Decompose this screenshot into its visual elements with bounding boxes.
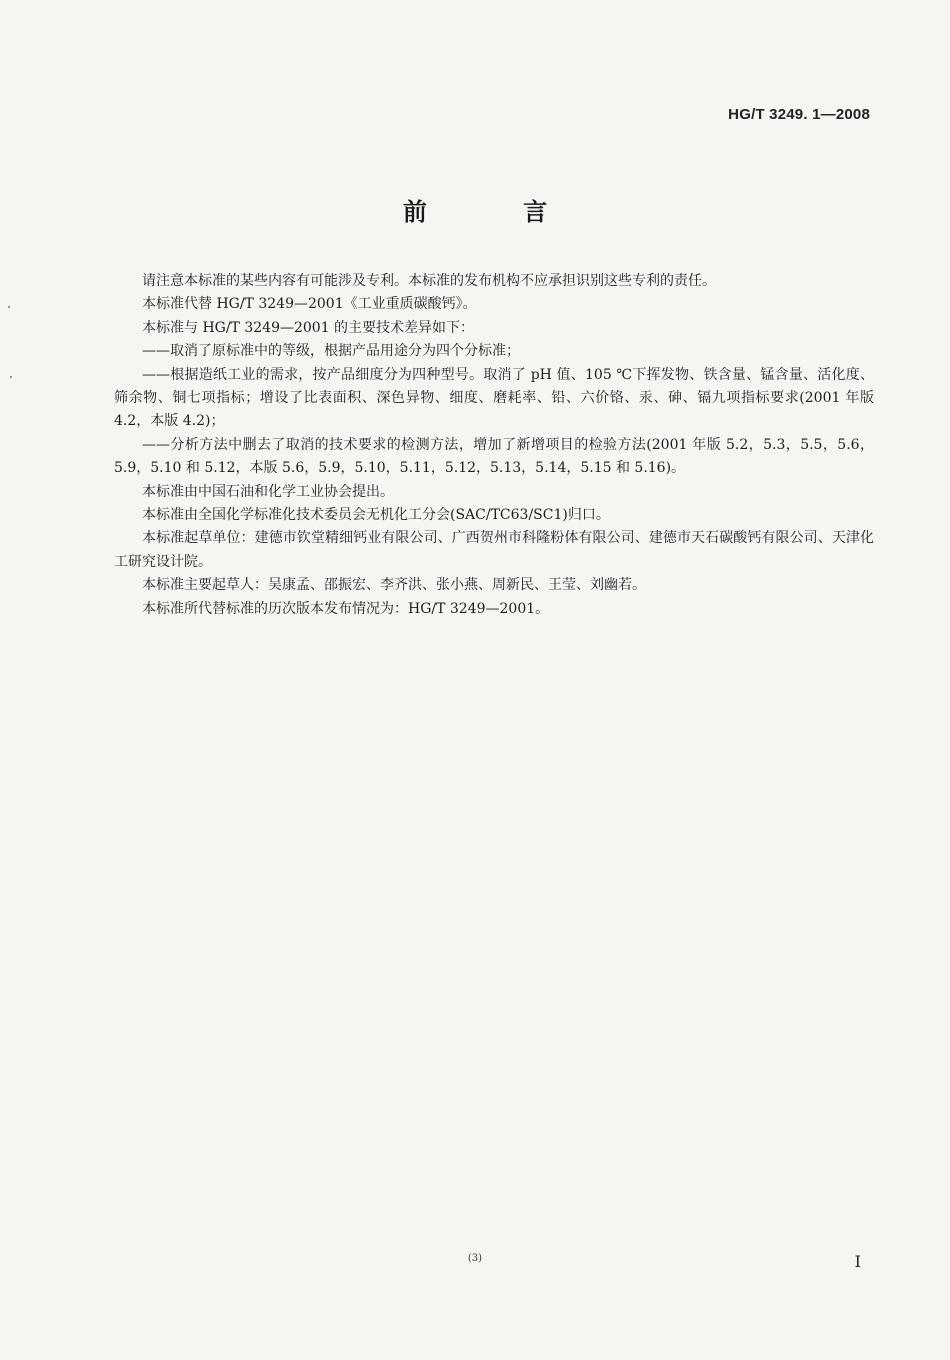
- page-title: 前 言: [402, 198, 592, 226]
- paragraph-replaces: 本标准代替 HG/T 3249—2001《工业重质碳酸钙》。: [142, 296, 477, 313]
- paragraph-history: 本标准所代替标准的历次版本发布情况为：HG/T 3249—2001。: [142, 600, 550, 617]
- paragraph-difference-methods: ——分析方法中删去了取消的技术要求的检测方法，增加了新增项目的检验方法(2001 年版 5.2，5.3，5.5，5.6，5.9，5.10 和 5.12，本版 5.6，5.9，5.10，5.11，5.12，5.13，5.14，5.15 和 5.16)。: [114, 436, 874, 477]
- foreword-body: [114, 270, 874, 621]
- paragraph-proposed-by: 本标准由中国石油和化学工业协会提出。: [142, 483, 394, 500]
- paragraph-patent-notice: 请注意本标准的某些内容有可能涉及专利。本标准的发布机构不应承担识别这些专利的责任。: [142, 273, 716, 289]
- page-number-arabic: (3): [467, 1253, 483, 1264]
- standard-code: HG/T 3249. 1—2008: [728, 106, 870, 123]
- paragraph-drafting-units: 本标准起草单位：建德市钦堂精细钙业有限公司、广西贺州市科隆粉体有限公司、建德市天石碳酸钙有限公司、天津化工研究设计院。: [114, 530, 874, 570]
- scan-speck: [8, 306, 10, 308]
- paragraph-difference-types: ——根据造纸工业的需求，按产品细度分为四种型号。取消了 pH 值、105 ℃下挥发物、铁含量、锰含量、活化度、筛余物、铜七项指标；增设了比表面积、深色异物、细度、磨耗率、铅、六价铬、汞、砷、镉九项指标要求(2001 年版 4.2，本版 4.2)；: [114, 366, 874, 430]
- page-number-roman: I: [854, 1252, 861, 1271]
- paragraph-drafters: 本标准主要起草人：吴康孟、邵振宏、李齐洪、张小燕、周新民、王莹、刘幽若。: [142, 577, 646, 594]
- paragraph-difference-grades: ——取消了原标准中的等级，根据产品用途分为四个分标准；: [142, 343, 520, 360]
- paragraph-differences-intro: 本标准与 HG/T 3249—2001 的主要技术差异如下：: [142, 319, 475, 336]
- paragraph-administered-by: 本标准由全国化学标准化技术委员会无机化工分会(SAC/TC63/SC1)归口。: [142, 507, 610, 524]
- scan-speck: [10, 376, 12, 378]
